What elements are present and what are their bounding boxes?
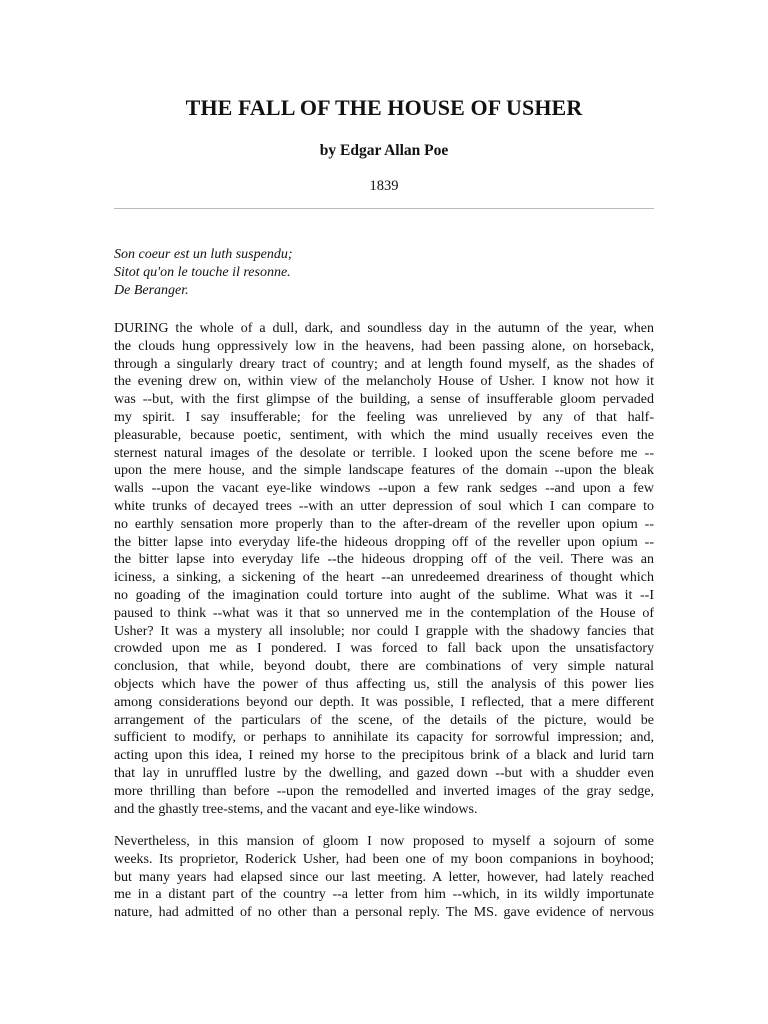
paragraph-line: weeks. Its proprietor, Roderick Usher, had been one of my boon companions in boyhood; <box>114 851 654 867</box>
publication-year: 1839 <box>369 178 399 194</box>
paragraph-line: and the ghastly tree-stems, and the vacant and eye-like windows. <box>114 801 478 817</box>
paragraph-line: more thrilling than before --upon the remodelled and inverted images of the gray sedge, <box>114 783 654 799</box>
paragraph-2 <box>114 833 654 922</box>
paragraph-line: sufficient to modify, or perhaps to annihilate its capacity for sorrowful impression; and, <box>114 730 654 746</box>
header-divider <box>114 208 654 209</box>
paragraph-line: conclusion, that while, beyond doubt, there are combinations of very simple natural <box>114 659 654 675</box>
epigraph-line: Son coeur est un luth suspendu; <box>114 247 293 262</box>
paragraph-line: acting upon this idea, I reined my horse to the precipitous brink of a black and lurid tarn <box>114 748 654 764</box>
paragraph-line: nature, had admitted of no other than a personal reply. The MS. gave evidence of nervous <box>114 905 654 921</box>
paragraph-line: my spirit. I say insufferable; for the feeling was unrelieved by any of that half- <box>114 409 654 425</box>
paragraph-line: among considerations beyond our depth. It was possible, I reflected, that a mere different <box>114 694 654 710</box>
paragraph-line: no earthly sensation more properly than to the after-dream of the reveller upon opium -- <box>114 516 654 532</box>
paragraph-line: Usher? It was a mystery all insoluble; nor could I grapple with the shadowy fancies that <box>114 623 654 639</box>
paragraph-line: white trunks of decayed trees --with an utter depression of soul which I can compare to <box>114 498 654 514</box>
paragraph-1 <box>114 320 654 818</box>
paragraph-line: through a singularly dreary tract of country; and at length found myself, as the shades of <box>114 356 654 372</box>
paragraph-line: crowded upon me as I pondered. I was forced to fall back upon the unsatisfactory <box>114 641 654 657</box>
paragraph-line: walls --upon the vacant eye-like windows --upon a few rank sedges --and upon a few <box>114 481 654 497</box>
paragraph-line: sternest natural images of the desolate or terrible. I looked upon the scene before me -- <box>114 445 654 461</box>
paragraph-line: was --but, with the first glimpse of the building, a sense of insufferable gloom pervaded <box>114 392 654 408</box>
epigraph-line: Sitot qu'on le touche il resonne. <box>114 265 291 280</box>
document-title: THE FALL OF THE HOUSE OF USHER <box>185 95 583 120</box>
paragraph-line: the bitter lapse into everyday life --the hideous dropping off of the veil. There was an <box>114 552 654 568</box>
paragraph-line: arrangement of the particulars of the scene, of the details of the picture, would be <box>114 712 654 728</box>
paragraph-line: iciness, a sinking, a sickening of the heart --an unredeemed dreariness of thought which <box>114 570 654 586</box>
paragraph-line: the clouds hung oppressively low in the heavens, had been passing alone, on horseback, <box>114 338 654 354</box>
paragraph-line: that lay in unruffled lustre by the dwelling, and gazed down --but with a shudder even <box>114 765 654 781</box>
paragraph-line: the evening drew on, within view of the melancholy House of Usher. I know not how it <box>114 374 654 390</box>
epigraph <box>114 246 654 300</box>
paragraph-line: objects which have the power of thus affecting us, still the analysis of this power lies <box>114 676 654 692</box>
paragraph-line: Nevertheless, in this mansion of gloom I now proposed to myself a sojourn of some <box>114 834 654 849</box>
paragraph-line: DURING the whole of a dull, dark, and soundless day in the autumn of the year, when <box>114 321 654 336</box>
paragraph-line: pleasurable, because poetic, sentiment, with which the mind usually receives even the <box>114 427 654 443</box>
paragraph-line: but many years had elapsed since our last meeting. A letter, however, had lately reached <box>114 869 654 885</box>
paragraph-line: me in a distant part of the country --a letter from him --which, in its wildly importunate <box>114 887 654 903</box>
epigraph-attribution: De Beranger. <box>114 283 189 298</box>
paragraph-line: the bitter lapse into everyday life-the hideous dropping off of the reveller upon opium -- <box>114 534 654 550</box>
paragraph-line: no goading of the imagination could torture into aught of the sublime. What was it --I <box>114 587 654 603</box>
author-byline: by Edgar Allan Poe <box>319 142 449 159</box>
paragraph-line: upon the mere house, and the simple landscape features of the domain --upon the bleak <box>114 463 654 479</box>
paragraph-line: paused to think --what was it that so unnerved me in the contemplation of the House of <box>114 605 654 621</box>
